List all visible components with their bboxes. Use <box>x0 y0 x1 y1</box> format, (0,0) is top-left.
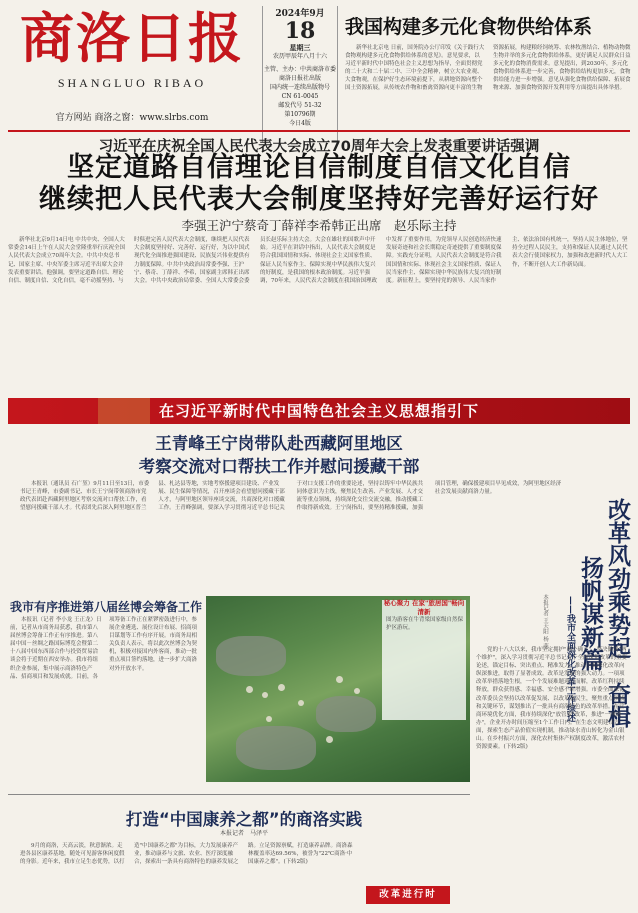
lead-headline-2[interactable]: 继续把人民代表大会制度坚持好完善好运行好 <box>39 184 599 215</box>
theme-banner <box>8 398 630 424</box>
side-story-subhead: ——我市全面深化改革工作综述 <box>565 596 575 722</box>
story4-body: 9月的商洛，天高云淡，秋意渐浓。走进各县区康养基地，随处可见游客休闲度假的身影。近年来，我市立足生态优势，以打造"中国康养之都"为目标，大力发展康养产业，推动康养与文旅、农业、医疗深度融合，探索出一条具有商洛特色的康养发展之路。立足资源禀赋，打造康养品牌。商洛森林覆盖率达69.56%，被誉为"22℃商洛·中国康养之都"。(下转2版) <box>20 843 353 866</box>
story4-byline: 本报记者 马泽平 <box>219 830 268 837</box>
masthead <box>8 6 256 134</box>
website-line[interactable]: 官方网站 商洛之窗：www.slrbs.com <box>55 113 209 123</box>
side-story-byline: 本报记者 王天阳 杨 萌 <box>542 594 548 649</box>
masthead-divider <box>8 130 630 132</box>
date-box <box>262 6 338 142</box>
top-story-headline[interactable]: 我国构建多元化食物供给体系 <box>345 16 593 38</box>
publisher-line-2: 商洛日报社出版 <box>278 75 321 82</box>
publisher-line-5: 邮发代号 51-32 <box>278 102 322 109</box>
publisher-line-4: CN 61-0045 <box>281 93 319 100</box>
page-count: 今日4版 <box>289 120 311 127</box>
story3-headline[interactable]: 我市有序推进第八届丝博会筹备工作 <box>10 600 203 614</box>
publisher-line-1: 主管、主办：中共商洛市委 <box>263 66 336 73</box>
story4-headline[interactable]: 打造“中国康养之都”的商洛实践 <box>125 810 363 829</box>
top-story-body: 新华社北京电 日前，国务院办公厅印发《关于践行大食物观构建多元化食物供给体系的意见》。意见要求，以习近平新时代中国特色社会主义思想为指导，全面贯彻党的二十大和二十届二中、三中全会精神，树立大农业观、大食物观，在保护好生态环境前提下，从耕地资源向整个国土资源拓展，从传统农作物和畜禽资源向更丰富的生物资源拓展，构建粮经饲统筹、农林牧渔结合、植物动物微生物并举的多元化食物供给体系，更好满足人民群众日益多元化的食物消费需求。意见提出，到2030年，多元化食物供给体系进一步完善，食物供给结构更加多元，食物供给能力进一步增强。意见从强化食物供给保障、拓展食物来源、加强食物资源开发利用等方面提出具体举措。 <box>345 45 631 91</box>
lead-headline-1[interactable]: 坚定道路自信理论自信制度自信文化自信 <box>67 152 571 183</box>
lead-kicker: 习近平在庆祝全国人民代表大会成立70周年大会上发表重要讲话强调 <box>98 139 540 155</box>
issue-number: 第10796期 <box>284 111 316 118</box>
day-number: 18 <box>284 18 316 44</box>
photo-box-title: 秘心聚力 在家"旅居国"畅向清新 <box>383 599 465 616</box>
weekday: 星期三 <box>289 43 311 52</box>
lead-subhead: 李强王沪宁蔡奇丁薛祥李希韩正出席 赵乐际主持 <box>181 218 457 233</box>
reform-stamp: 改革进行时 <box>366 886 450 904</box>
section-divider <box>8 794 470 795</box>
story3-body: 本报讯（记者 李小龙 王正龙）日前，记者从市商务局获悉，我市第八届丝博会筹备工作正有序推进。第八届中国－丝绸之路国际博览会暨第二十八届中国东西部合作与投资贸易洽谈会将于近期在西安举办。我市将组织企业参展，集中展示商洛特色产品、招商项目和发展成就。目前，各项筹备工作正在紧锣密鼓进行中，参展企业遴选、展位设计布展、招商项目谋划等工作有序开展。市商务局相关负责人表示，将以此次丝博会为契机，积极对接国内外客商，推动一批重点项目签约落地，进一步扩大商洛对外开放水平。 <box>10 617 198 680</box>
publisher-line-3: 国内统一连续出版物号 <box>269 84 330 91</box>
story2-headline-2[interactable]: 考察交流对口帮扶工作并慰问援藏干部 <box>138 457 420 476</box>
story2-body: 本报讯（通讯员 石广堃）9月11日至13日，市委书记王青峰，市委副书记、市长王宁岗带领商洛市党政代表团赴西藏阿里地区考察交流对口帮扶工作，看望慰问援藏干部人才。代表团先后深入阿里地区普兰县、札达县等地，实地考察援建项目建设、产业发展、民生保障等情况，召开座谈会看望慰问援藏干部人才，与阿里地区领导座谈交流，共商深化对口援藏工作。王青峰强调，要深入学习贯彻习近平总书记关于对口支援工作的重要论述，坚持以铸牢中华民族共同体意识为主线，聚焦民生改善、产业发展、人才交流等重点领域，持续深化交往交流交融，推动援藏工作取得新成效。王宁岗指出，要坚持精准援藏，加强项目管理，确保援建项目早见成效，为阿里地区经济社会发展贡献商洛力量。 <box>20 481 562 512</box>
newspaper-title-english: SHANGLUO RIBAO <box>57 76 207 90</box>
photo-caption: 图为游客在牛背梁国家级自然保护区游玩。 <box>386 617 464 631</box>
theme-banner-text: 在习近平新时代中国特色社会主义思想指引下 <box>158 402 479 420</box>
lunar-date: 农历甲辰年八月十六 <box>272 53 327 60</box>
side-story-body: 党的十八大以来，我市坚定拥护"两个确立"、坚决做到"两个维护"，深入学习贯彻习近平总书记关于全面深化改革的重要论述，锚定目标、突出重点、精准发力，推动全面深化改革向纵深推进，取得了显著成效。改革是发展的强大动力。一项项改革举措落地生根，一个个发展难题迎刃而解，改革红利持续释放，群众获得感、幸福感、安全感不断增强。市委全面深化改革委员会坚持以改革促发展、以改革惠民生，聚焦重点领域和关键环节，谋划推出了一批具有商洛特色的改革举措。在营商环境优化方面，我市持续深化"放管服"改革，推进"一网通办"，企业开办时间压缩至1个工作日内。在生态文明建设方面，探索生态产品价值实现机制，推动绿水青山转化为金山银山。在乡村振兴方面，深化农村集体产权制度改革，激活农村资源要素。(下转2版) <box>476 647 628 751</box>
side-story-headline[interactable]: 改革风劲乘势起 奋楫扬帆谋新篇 <box>577 498 630 728</box>
newspaper-title: 商洛日报 <box>20 6 244 70</box>
year-month: 2024年9月 <box>275 9 325 19</box>
story2-headline-1[interactable]: 王青峰王宁岗带队赴西藏阿里地区 <box>155 434 403 453</box>
lead-story-body: 新华社北京9月14日电 中共中央、全国人大常委会14日上午在人民大会堂隆重举行庆祝全国人民代表大会成立70周年大会。中共中央总书记、国家主席、中央军委主席习近平出席大会并发表重要讲话。他强调，要坚定道路自信、理论自信、制度自信、文化自信，毫不动摇坚持、与时俱进完善人民代表大会制度，继续把人民代表大会制度坚持好、完善好、运行好，为以中国式现代化全面推进强国建设、民族复兴伟业提供有力制度保障。中共中央政治局常委李强、王沪宁、蔡奇、丁薛祥、李希，国家副主席韩正出席大会。中共中央政治局常委、全国人大常委会委员长赵乐际主持大会。大会在雄壮的国歌声中开始。习近平在讲话中指出，人民代表大会制度是符合我国国情和实际、体现社会主义国家性质、保证人民当家作主、保障实现中华民族伟大复兴的好制度，是我国的根本政治制度。习近平强调，70年来，人民代表大会制度在我国治国理政中发挥了重要作用，为党领导人民创造经济快速发展奇迹和社会长期稳定奇迹提供了重要制度保障。实践充分证明，人民代表大会制度是符合我国国情和实际、体现社会主义国家性质、保证人民当家作主、保障实现中华民族伟大复兴的好制度。新征程上，要坚持党的领导、人民当家作主、依法治国有机统一，坚持人民主体地位，坚持全过程人民民主，支持和保证人民通过人民代表大会行使国家权力，加强和改进新时代人大工作，不断开创人大工作新局面。 <box>8 237 628 285</box>
